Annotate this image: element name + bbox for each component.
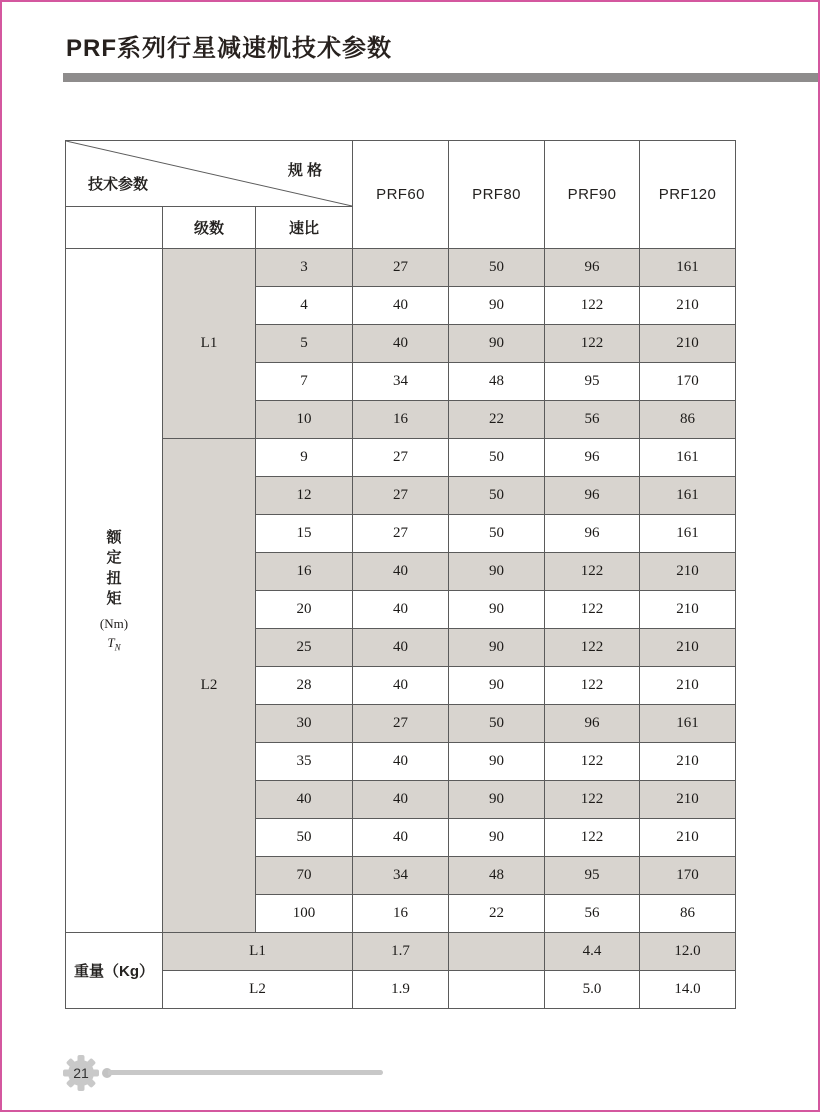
page-number: 21 xyxy=(73,1065,89,1081)
stage-cell-L2: L2 xyxy=(163,439,256,933)
torque-value-cell: 210 xyxy=(640,325,736,363)
torque-value-cell: 161 xyxy=(640,705,736,743)
column-header-ratio: 速比 xyxy=(256,207,353,249)
column-header-prf120: PRF120 xyxy=(640,141,736,249)
torque-value-cell: 40 xyxy=(353,819,449,857)
torque-value-cell: 90 xyxy=(449,819,545,857)
torque-value-cell: 48 xyxy=(449,363,545,401)
ratio-cell: 9 xyxy=(256,439,353,477)
torque-label-text: 额定扭矩 xyxy=(106,529,122,607)
ratio-cell: 4 xyxy=(256,287,353,325)
torque-value-cell: 210 xyxy=(640,591,736,629)
title-underline-bar xyxy=(63,73,820,82)
torque-value-cell: 122 xyxy=(545,819,640,857)
ratio-cell: 40 xyxy=(256,781,353,819)
torque-value-cell: 22 xyxy=(449,401,545,439)
torque-value-cell: 210 xyxy=(640,781,736,819)
ratio-cell: 35 xyxy=(256,743,353,781)
torque-value-cell: 161 xyxy=(640,439,736,477)
torque-value-cell: 96 xyxy=(545,515,640,553)
torque-row-ratio-9 xyxy=(66,439,736,477)
stage-cell-L1: L1 xyxy=(163,249,256,439)
torque-value-cell: 210 xyxy=(640,743,736,781)
footer-decorative-line xyxy=(108,1070,383,1075)
ratio-cell: 20 xyxy=(256,591,353,629)
weight-stage-cell: L2 xyxy=(163,971,353,1009)
torque-value-cell: 170 xyxy=(640,363,736,401)
ratio-cell: 30 xyxy=(256,705,353,743)
ratio-cell: 70 xyxy=(256,857,353,895)
column-header-prf90: PRF90 xyxy=(545,141,640,249)
torque-value-cell: 27 xyxy=(353,515,449,553)
torque-value-cell: 90 xyxy=(449,781,545,819)
weight-value-cell: 12.0 xyxy=(640,933,736,971)
torque-unit-label: (Nm) xyxy=(99,616,129,632)
torque-value-cell: 122 xyxy=(545,553,640,591)
torque-value-cell: 96 xyxy=(545,705,640,743)
ratio-cell: 5 xyxy=(256,325,353,363)
torque-value-cell: 34 xyxy=(353,857,449,895)
column-header-stage: 级数 xyxy=(163,207,256,249)
torque-value-cell: 50 xyxy=(449,477,545,515)
weight-row-L2 xyxy=(66,971,736,1009)
torque-value-cell: 210 xyxy=(640,629,736,667)
torque-value-cell: 210 xyxy=(640,287,736,325)
torque-value-cell: 50 xyxy=(449,439,545,477)
torque-value-cell: 90 xyxy=(449,667,545,705)
torque-value-cell: 122 xyxy=(545,287,640,325)
torque-value-cell: 50 xyxy=(449,249,545,287)
torque-value-cell: 22 xyxy=(449,895,545,933)
weight-value-cell: 4.4 xyxy=(545,933,640,971)
torque-value-cell: 122 xyxy=(545,325,640,363)
torque-value-cell: 90 xyxy=(449,553,545,591)
empty-header-cell xyxy=(66,207,163,249)
torque-value-cell: 56 xyxy=(545,401,640,439)
torque-value-cell: 161 xyxy=(640,477,736,515)
ratio-cell: 16 xyxy=(256,553,353,591)
weight-value-cell: 14.0 xyxy=(640,971,736,1009)
weight-value-cell xyxy=(449,971,545,1009)
torque-value-cell: 40 xyxy=(353,667,449,705)
torque-value-cell: 122 xyxy=(545,667,640,705)
torque-value-cell: 27 xyxy=(353,477,449,515)
torque-label-cell xyxy=(66,249,163,933)
torque-value-cell: 122 xyxy=(545,781,640,819)
torque-value-cell: 161 xyxy=(640,249,736,287)
weight-stage-cell: L1 xyxy=(163,933,353,971)
torque-value-cell: 210 xyxy=(640,667,736,705)
torque-value-cell: 56 xyxy=(545,895,640,933)
page-title: PRF系列行星减速机技术参数 xyxy=(66,35,392,62)
torque-value-cell: 90 xyxy=(449,591,545,629)
torque-value-cell: 50 xyxy=(449,705,545,743)
torque-value-cell: 95 xyxy=(545,363,640,401)
ratio-cell: 7 xyxy=(256,363,353,401)
column-header-prf80: PRF80 xyxy=(449,141,545,249)
torque-value-cell: 40 xyxy=(353,629,449,667)
ratio-cell: 28 xyxy=(256,667,353,705)
torque-value-cell: 86 xyxy=(640,401,736,439)
torque-value-cell: 40 xyxy=(353,781,449,819)
torque-value-cell: 122 xyxy=(545,591,640,629)
corner-label-spec: 规 格 xyxy=(287,162,323,179)
torque-value-cell: 27 xyxy=(353,439,449,477)
weight-value-cell: 1.9 xyxy=(353,971,449,1009)
ratio-cell: 15 xyxy=(256,515,353,553)
weight-value-cell: 5.0 xyxy=(545,971,640,1009)
ratio-cell: 100 xyxy=(256,895,353,933)
torque-value-cell: 161 xyxy=(640,515,736,553)
torque-value-cell: 27 xyxy=(353,249,449,287)
spec-table xyxy=(65,140,736,1009)
torque-value-cell: 122 xyxy=(545,743,640,781)
ratio-cell: 25 xyxy=(256,629,353,667)
torque-value-cell: 170 xyxy=(640,857,736,895)
weight-value-cell xyxy=(449,933,545,971)
torque-value-cell: 34 xyxy=(353,363,449,401)
torque-value-cell: 40 xyxy=(353,325,449,363)
torque-value-cell: 210 xyxy=(640,819,736,857)
torque-value-cell: 210 xyxy=(640,553,736,591)
page-number-gear xyxy=(62,1054,114,1092)
spec-table-body xyxy=(66,249,736,1009)
header-row-top xyxy=(66,141,736,207)
ratio-cell: 3 xyxy=(256,249,353,287)
torque-value-cell: 48 xyxy=(449,857,545,895)
torque-value-cell: 96 xyxy=(545,249,640,287)
torque-value-cell: 27 xyxy=(353,705,449,743)
torque-symbol-label: $T_N$ xyxy=(107,635,121,653)
torque-value-cell: 122 xyxy=(545,629,640,667)
torque-value-cell: 96 xyxy=(545,439,640,477)
torque-row-ratio-3 xyxy=(66,249,736,287)
ratio-cell: 12 xyxy=(256,477,353,515)
torque-value-cell: 40 xyxy=(353,743,449,781)
torque-value-cell: 16 xyxy=(353,895,449,933)
torque-value-cell: 95 xyxy=(545,857,640,895)
weight-value-cell: 1.7 xyxy=(353,933,449,971)
weight-row-L1 xyxy=(66,933,736,971)
torque-value-cell: 90 xyxy=(449,743,545,781)
torque-value-cell: 90 xyxy=(449,287,545,325)
torque-value-cell: 40 xyxy=(353,287,449,325)
torque-value-cell: 40 xyxy=(353,591,449,629)
weight-label-cell: 重量（Kg） xyxy=(66,933,163,1009)
torque-value-cell: 16 xyxy=(353,401,449,439)
corner-label-tech-params: 技术参数 xyxy=(88,176,149,193)
column-header-prf60: PRF60 xyxy=(353,141,449,249)
torque-value-cell: 96 xyxy=(545,477,640,515)
corner-header-cell xyxy=(66,141,353,207)
torque-value-cell: 90 xyxy=(449,325,545,363)
torque-value-cell: 90 xyxy=(449,629,545,667)
ratio-cell: 10 xyxy=(256,401,353,439)
torque-value-cell: 50 xyxy=(449,515,545,553)
torque-value-cell: 86 xyxy=(640,895,736,933)
torque-value-cell: 40 xyxy=(353,553,449,591)
ratio-cell: 50 xyxy=(256,819,353,857)
